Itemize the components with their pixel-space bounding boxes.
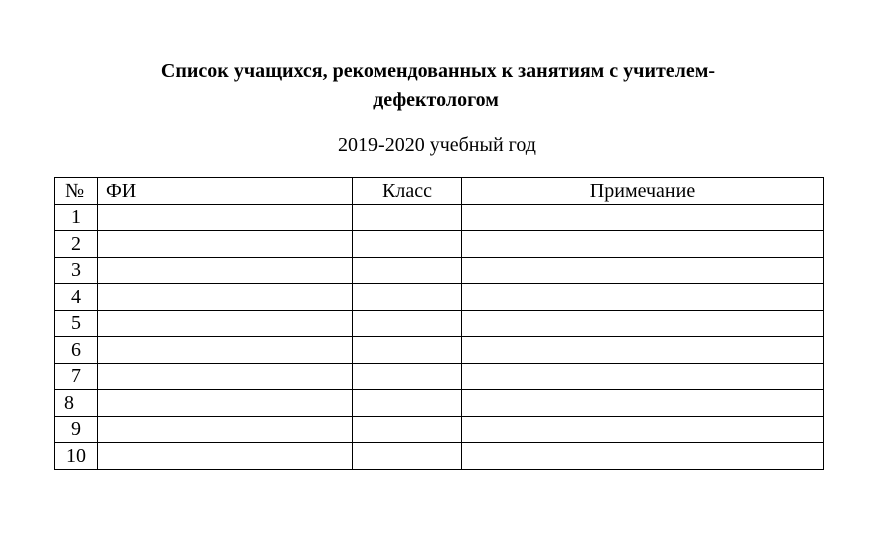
- row-number-cell: 2: [55, 231, 98, 258]
- row-number-cell: 10: [55, 443, 98, 470]
- row-class-cell[interactable]: [353, 390, 462, 417]
- row-number-cell: 4: [55, 284, 98, 311]
- row-name-cell[interactable]: [98, 310, 353, 337]
- table-row: [55, 204, 824, 231]
- document-title-line2: дефектологом: [373, 89, 499, 111]
- row-note-cell[interactable]: [462, 390, 824, 417]
- row-number-cell: 8: [55, 390, 98, 417]
- table-row: [55, 337, 824, 364]
- row-note-cell[interactable]: [462, 337, 824, 364]
- row-name-cell[interactable]: [98, 416, 353, 443]
- row-class-cell[interactable]: [353, 257, 462, 284]
- table-row: [55, 284, 824, 311]
- row-note-cell[interactable]: [462, 310, 824, 337]
- row-note-cell[interactable]: [462, 416, 824, 443]
- header-note: Примечание: [462, 178, 824, 205]
- table-row: [55, 231, 824, 258]
- row-class-cell[interactable]: [353, 443, 462, 470]
- row-class-cell[interactable]: [353, 416, 462, 443]
- header-name: ФИ: [98, 178, 353, 205]
- table-row: [55, 310, 824, 337]
- row-name-cell[interactable]: [98, 390, 353, 417]
- table-row: [55, 416, 824, 443]
- row-class-cell[interactable]: [353, 310, 462, 337]
- row-class-cell[interactable]: [353, 363, 462, 390]
- row-name-cell[interactable]: [98, 231, 353, 258]
- document-title-line1: Список учащихся, рекомендованных к занятиям с учителем-: [160, 60, 716, 82]
- table-row: [55, 257, 824, 284]
- row-number-cell: 9: [55, 416, 98, 443]
- header-class: Класс: [353, 178, 462, 205]
- row-note-cell[interactable]: [462, 363, 824, 390]
- header-number: №: [55, 178, 98, 205]
- row-note-cell[interactable]: [462, 204, 824, 231]
- row-number-cell: 3: [55, 257, 98, 284]
- row-note-cell[interactable]: [462, 443, 824, 470]
- row-name-cell[interactable]: [98, 443, 353, 470]
- table-header-row: [55, 178, 824, 205]
- row-class-cell[interactable]: [353, 284, 462, 311]
- row-note-cell[interactable]: [462, 231, 824, 258]
- row-number-cell: 1: [55, 204, 98, 231]
- row-name-cell[interactable]: [98, 284, 353, 311]
- row-name-cell[interactable]: [98, 363, 353, 390]
- students-table: [54, 177, 824, 470]
- row-name-cell[interactable]: [98, 337, 353, 364]
- row-note-cell[interactable]: [462, 257, 824, 284]
- row-note-cell[interactable]: [462, 284, 824, 311]
- row-name-cell[interactable]: [98, 204, 353, 231]
- table-row: [55, 443, 824, 470]
- document-subtitle: 2019-2020 учебный год: [338, 134, 536, 156]
- table-row: [55, 363, 824, 390]
- table-row: [55, 390, 824, 417]
- row-class-cell[interactable]: [353, 204, 462, 231]
- row-class-cell[interactable]: [353, 231, 462, 258]
- row-name-cell[interactable]: [98, 257, 353, 284]
- row-number-cell: 7: [55, 363, 98, 390]
- row-number-cell: 5: [55, 310, 98, 337]
- row-number-cell: 6: [55, 337, 98, 364]
- row-class-cell[interactable]: [353, 337, 462, 364]
